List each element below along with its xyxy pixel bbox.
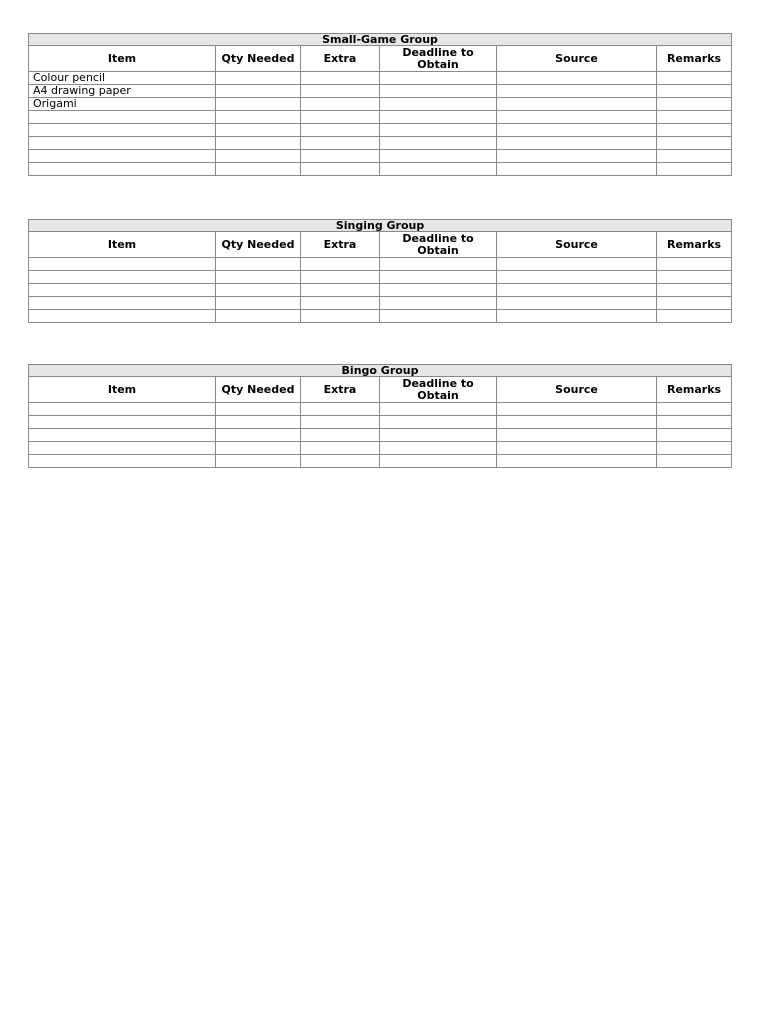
column-header-qty-needed: Qty Needed	[216, 46, 301, 72]
table-row	[29, 150, 732, 163]
table-cell[interactable]	[497, 416, 657, 429]
table-cell[interactable]	[301, 297, 380, 310]
table-cell[interactable]	[497, 442, 657, 455]
table-cell[interactable]	[29, 310, 216, 323]
table-cell[interactable]	[380, 258, 497, 271]
table-cell[interactable]	[657, 284, 732, 297]
table-cell[interactable]	[497, 310, 657, 323]
table-cell[interactable]	[657, 85, 732, 98]
table-cell[interactable]	[380, 455, 497, 468]
table-cell[interactable]	[497, 455, 657, 468]
table-cell[interactable]	[380, 111, 497, 124]
column-header-extra: Extra	[301, 377, 380, 403]
column-header-item: Item	[29, 377, 216, 403]
table-title-row	[29, 220, 732, 232]
table-cell[interactable]	[497, 150, 657, 163]
table-cell[interactable]	[380, 297, 497, 310]
table-title-row	[29, 365, 732, 377]
table-cell[interactable]	[657, 403, 732, 416]
table-cell[interactable]	[380, 284, 497, 297]
table-cell[interactable]	[497, 258, 657, 271]
table-header-row	[29, 377, 732, 403]
table-row	[29, 403, 732, 416]
table-cell[interactable]	[216, 416, 301, 429]
table-cell[interactable]	[301, 258, 380, 271]
table-cell[interactable]	[29, 271, 216, 284]
table-cell[interactable]	[29, 150, 216, 163]
table-cell[interactable]	[657, 258, 732, 271]
column-header-remarks: Remarks	[657, 377, 732, 403]
table-cell[interactable]	[301, 85, 380, 98]
table-cell[interactable]	[657, 429, 732, 442]
table-cell[interactable]	[216, 163, 301, 176]
bingo-group-table	[28, 364, 732, 468]
table-cell[interactable]	[29, 258, 216, 271]
table-cell[interactable]	[216, 297, 301, 310]
table-row	[29, 258, 732, 271]
table-cell[interactable]	[29, 403, 216, 416]
table-header-row	[29, 232, 732, 258]
small-game-group-table	[28, 33, 732, 176]
table-cell[interactable]	[301, 137, 380, 150]
table-cell[interactable]	[380, 72, 497, 85]
table-cell[interactable]	[216, 442, 301, 455]
table-cell[interactable]	[29, 429, 216, 442]
table-row	[29, 416, 732, 429]
table-cell[interactable]	[301, 310, 380, 323]
table-cell[interactable]	[301, 111, 380, 124]
table-cell[interactable]	[657, 163, 732, 176]
table-cell[interactable]	[657, 442, 732, 455]
table-cell[interactable]	[657, 111, 732, 124]
table-cell[interactable]	[657, 416, 732, 429]
table-row	[29, 284, 732, 297]
table-row	[29, 455, 732, 468]
table-row	[29, 98, 732, 111]
table-cell[interactable]	[216, 98, 301, 111]
column-header-source: Source	[497, 377, 657, 403]
table-cell[interactable]	[301, 98, 380, 111]
table-cell[interactable]	[301, 150, 380, 163]
column-header-qty-needed: Qty Needed	[216, 232, 301, 258]
column-header-qty-needed: Qty Needed	[216, 377, 301, 403]
table-cell[interactable]	[497, 98, 657, 111]
table-cell[interactable]	[216, 137, 301, 150]
table-cell[interactable]	[301, 271, 380, 284]
table-cell[interactable]	[216, 72, 301, 85]
table-cell[interactable]	[216, 310, 301, 323]
column-header-source: Source	[497, 232, 657, 258]
table-cell[interactable]	[29, 111, 216, 124]
table-cell[interactable]	[657, 137, 732, 150]
table-cell[interactable]	[657, 124, 732, 137]
table-cell[interactable]	[497, 163, 657, 176]
table-cell[interactable]	[29, 455, 216, 468]
table-cell[interactable]	[216, 258, 301, 271]
table-cell[interactable]	[380, 124, 497, 137]
table-row	[29, 297, 732, 310]
table-cell[interactable]	[29, 137, 216, 150]
table-cell[interactable]	[301, 163, 380, 176]
table-cell[interactable]	[497, 85, 657, 98]
table-row	[29, 72, 732, 85]
table-cell[interactable]	[657, 150, 732, 163]
table-cell[interactable]	[29, 124, 216, 137]
table-cell[interactable]	[657, 455, 732, 468]
table-cell[interactable]	[216, 85, 301, 98]
table-cell[interactable]	[216, 271, 301, 284]
table-title: Small-Game Group	[29, 34, 732, 46]
table-title: Singing Group	[29, 220, 732, 232]
table-row	[29, 429, 732, 442]
table-cell[interactable]	[380, 429, 497, 442]
table-header-row	[29, 46, 732, 72]
table-cell[interactable]	[380, 416, 497, 429]
table-cell[interactable]	[497, 72, 657, 85]
column-header-item: Item	[29, 232, 216, 258]
table-cell[interactable]	[380, 271, 497, 284]
table-cell[interactable]	[497, 429, 657, 442]
table-cell[interactable]	[497, 284, 657, 297]
table-cell[interactable]	[657, 310, 732, 323]
table-row	[29, 442, 732, 455]
table-cell[interactable]	[657, 297, 732, 310]
table-cell[interactable]	[380, 150, 497, 163]
table-cell[interactable]	[497, 137, 657, 150]
table-cell[interactable]	[216, 429, 301, 442]
table-cell[interactable]	[497, 111, 657, 124]
table-cell[interactable]	[301, 442, 380, 455]
table-cell[interactable]	[29, 416, 216, 429]
singing-group-table	[28, 219, 732, 323]
table-row	[29, 124, 732, 137]
table-cell[interactable]	[380, 403, 497, 416]
column-header-deadline: Deadline to Obtain	[380, 46, 497, 72]
table-cell[interactable]	[301, 284, 380, 297]
table-cell[interactable]	[497, 271, 657, 284]
table-cell[interactable]	[657, 72, 732, 85]
table-cell[interactable]	[29, 442, 216, 455]
table-cell[interactable]	[29, 297, 216, 310]
column-header-deadline: Deadline to Obtain	[380, 377, 497, 403]
table-row	[29, 111, 732, 124]
table-cell[interactable]	[301, 124, 380, 137]
table-cell[interactable]	[301, 429, 380, 442]
column-header-remarks: Remarks	[657, 232, 732, 258]
table-cell[interactable]	[216, 403, 301, 416]
table-cell[interactable]	[380, 442, 497, 455]
table-cell[interactable]	[380, 85, 497, 98]
table-cell[interactable]	[216, 150, 301, 163]
column-header-remarks: Remarks	[657, 46, 732, 72]
table-row	[29, 310, 732, 323]
table-cell[interactable]	[301, 72, 380, 85]
table-cell[interactable]	[216, 111, 301, 124]
table-cell[interactable]	[216, 455, 301, 468]
column-header-extra: Extra	[301, 46, 380, 72]
table-cell[interactable]	[301, 416, 380, 429]
column-header-source: Source	[497, 46, 657, 72]
table-title: Bingo Group	[29, 365, 732, 377]
column-header-extra: Extra	[301, 232, 380, 258]
table-cell[interactable]	[29, 163, 216, 176]
table-cell[interactable]	[497, 124, 657, 137]
table-cell[interactable]: A4 drawing paper	[29, 85, 216, 98]
table-cell[interactable]	[657, 271, 732, 284]
table-cell[interactable]: Colour pencil	[29, 72, 216, 85]
table-row	[29, 163, 732, 176]
table-cell[interactable]	[301, 403, 380, 416]
table-cell[interactable]	[301, 455, 380, 468]
table-cell[interactable]	[216, 284, 301, 297]
table-row	[29, 271, 732, 284]
table-title-row	[29, 34, 732, 46]
table-cell[interactable]	[216, 124, 301, 137]
table-cell[interactable]	[657, 98, 732, 111]
table-cell[interactable]	[380, 98, 497, 111]
table-cell[interactable]	[497, 297, 657, 310]
table-cell[interactable]	[380, 137, 497, 150]
table-cell[interactable]	[380, 163, 497, 176]
table-cell[interactable]	[380, 310, 497, 323]
table-row	[29, 137, 732, 150]
table-row	[29, 85, 732, 98]
table-cell[interactable]	[29, 284, 216, 297]
column-header-deadline: Deadline to Obtain	[380, 232, 497, 258]
table-cell[interactable]	[497, 403, 657, 416]
column-header-item: Item	[29, 46, 216, 72]
table-cell[interactable]: Origami	[29, 98, 216, 111]
